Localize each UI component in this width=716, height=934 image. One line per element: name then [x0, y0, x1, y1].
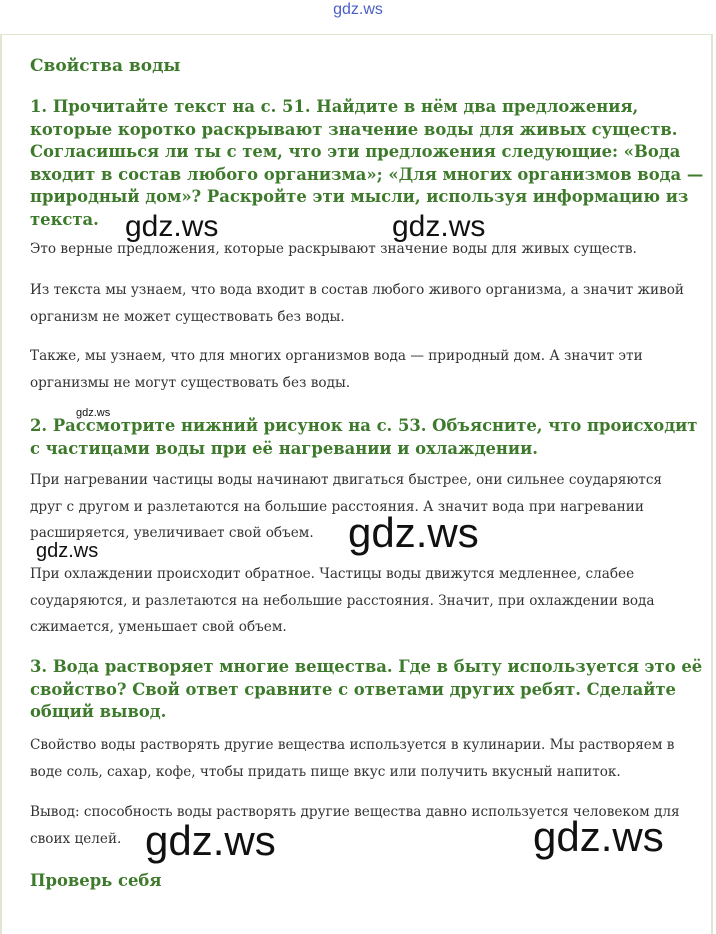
- watermark: gdz.ws: [125, 210, 219, 243]
- answer-1-paragraph-1: Это верные предложения, которые раскрывают значение воды для живых существ.: [30, 241, 637, 257]
- question-3: 3. Вода растворяет многие вещества. Где в быту используется это её свойство? Свой ответ сравните с ответами других ребят. Сделайте общий вывод.: [30, 657, 703, 721]
- watermark: gdz.ws: [145, 817, 276, 864]
- question-2: 2. Рассмотрите нижний рисунок на с. 53. Объясните, что происходит с частицами воды при её нагревании и охлаждении.: [30, 416, 698, 458]
- top-watermark: gdz.ws: [333, 1, 383, 18]
- watermark: gdz.ws: [76, 407, 111, 419]
- watermark: gdz.ws: [36, 540, 99, 562]
- answer-3-paragraph-2: Вывод: способность воды растворять другие вещества давно используется человеком для своих целей.: [30, 804, 680, 847]
- answer-3-paragraph-1: Свойство воды растворять другие вещества используется в кулинарии. Мы растворяем в воде соль, сахар, кофе, чтобы придать пище вкус или получить вкусный напиток.: [30, 737, 675, 780]
- answer-2-paragraph-1: При нагревании частицы воды начинают двигаться быстрее, они сильнее соударяются друг с другом и разлетаются на большие расстояния. А значит вода при нагревании расширяется, увеличивает свой объем.: [30, 472, 663, 541]
- watermark: gdz.ws: [533, 813, 664, 860]
- answer-1-paragraph-2: Из текста мы узнаем, что вода входит в состав любого живого организма, а значит живой организм не может существовать без воды.: [30, 282, 684, 325]
- answer-1-paragraph-3: Также, мы узнаем, что для многих организмов вода — природный дом. А значит эти организмы не могут существовать без воды.: [30, 348, 643, 391]
- watermark: gdz.ws: [348, 509, 479, 556]
- watermark: gdz.ws: [392, 210, 486, 243]
- section-title: Свойства воды: [30, 56, 181, 76]
- check-yourself-title: Проверь себя: [30, 871, 162, 890]
- question-1: 1. Прочитайте текст на с. 51. Найдите в нём два предложения, которые коротко раскрывают значение воды для живых существ. Согласишься ли ты с тем, что эти предложения следующие: «Вода входит в состав любого организма»; «Для многих организмов вода — природный дом»? Раскройте эти мысли, используя информацию из текста.: [30, 97, 704, 229]
- answer-2-paragraph-2: При охлаждении происходит обратное. Частицы воды движутся медленнее, слабее соударяются, и разлетаются на небольшие расстояния. Значит, при охлаждении вода сжимается, уменьшает свой объем.: [30, 566, 655, 635]
- content-page: [0, 34, 713, 934]
